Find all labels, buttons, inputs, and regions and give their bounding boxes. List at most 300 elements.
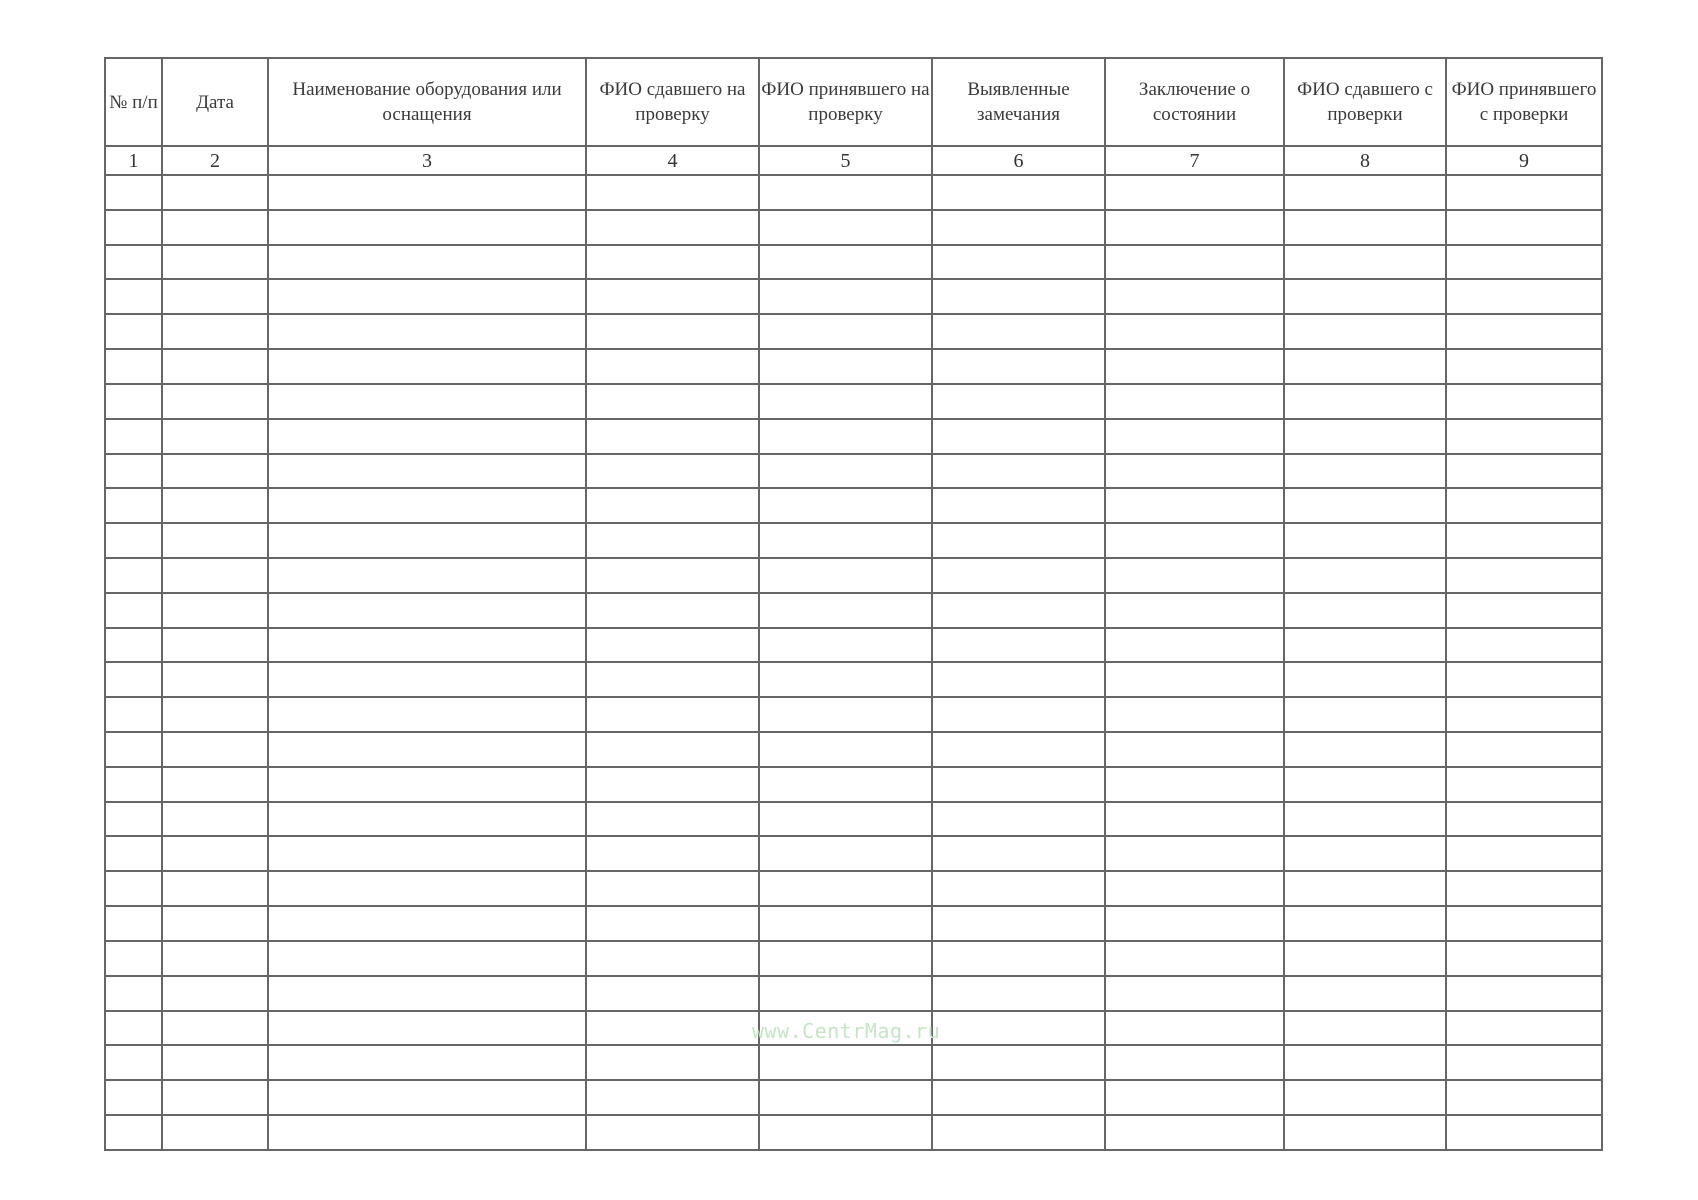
- table-cell: [1446, 662, 1602, 697]
- table-cell: [932, 419, 1105, 454]
- table-cell: [586, 941, 759, 976]
- table-cell: [586, 697, 759, 732]
- table-cell: [162, 941, 268, 976]
- table-cell: [105, 662, 162, 697]
- table-row: [105, 628, 1602, 663]
- table-cell: [162, 836, 268, 871]
- table-cell: [162, 871, 268, 906]
- table-cell: [1105, 488, 1284, 523]
- table-cell: [932, 454, 1105, 489]
- table-row: [105, 593, 1602, 628]
- table-cell: [162, 976, 268, 1011]
- table-cell: [759, 175, 932, 210]
- table-cell: [162, 384, 268, 419]
- column-number: 9: [1446, 146, 1602, 175]
- table-cell: [759, 697, 932, 732]
- table-cell: [1284, 454, 1446, 489]
- table-cell: [1284, 558, 1446, 593]
- table-cell: [759, 558, 932, 593]
- table-cell: [759, 454, 932, 489]
- table-cell: [268, 1011, 586, 1046]
- table-cell: [1446, 523, 1602, 558]
- table-cell: [1284, 488, 1446, 523]
- table-cell: [759, 384, 932, 419]
- table-cell: [932, 802, 1105, 837]
- table-cell: [268, 1080, 586, 1115]
- table-cell: [268, 279, 586, 314]
- table-cell: [586, 662, 759, 697]
- table-cell: [759, 210, 932, 245]
- table-cell: [1284, 628, 1446, 663]
- table-cell: [586, 279, 759, 314]
- table-cell: [105, 419, 162, 454]
- table-cell: [162, 245, 268, 280]
- table-row: [105, 802, 1602, 837]
- column-header-handed-in-by: ФИО сдавшего на проверку: [586, 58, 759, 146]
- table-cell: [586, 836, 759, 871]
- column-header-number: № п/п: [105, 58, 162, 146]
- table-cell: [1446, 314, 1602, 349]
- table-cell: [162, 558, 268, 593]
- table-cell: [932, 662, 1105, 697]
- table-row: [105, 245, 1602, 280]
- table-row: [105, 210, 1602, 245]
- table-cell: [1284, 523, 1446, 558]
- table-cell: [1284, 662, 1446, 697]
- table-cell: [162, 767, 268, 802]
- table-cell: [1446, 210, 1602, 245]
- table-cell: [1105, 349, 1284, 384]
- table-cell: [759, 349, 932, 384]
- table-cell: [105, 384, 162, 419]
- table-cell: [1446, 1011, 1602, 1046]
- table-cell: [586, 802, 759, 837]
- table-cell: [1284, 175, 1446, 210]
- table-row: [105, 314, 1602, 349]
- table-cell: [105, 1045, 162, 1080]
- table-cell: [1105, 906, 1284, 941]
- table-cell: [1284, 732, 1446, 767]
- table-cell: [759, 732, 932, 767]
- table-cell: [268, 662, 586, 697]
- table-cell: [1105, 732, 1284, 767]
- table-cell: [759, 662, 932, 697]
- table-cell: [932, 628, 1105, 663]
- table-cell: [586, 906, 759, 941]
- table-cell: [1284, 245, 1446, 280]
- table-cell: [105, 210, 162, 245]
- table-cell: [1446, 279, 1602, 314]
- table-cell: [105, 941, 162, 976]
- table-cell: [162, 419, 268, 454]
- table-cell: [105, 767, 162, 802]
- table-cell: [105, 523, 162, 558]
- table-cell: [162, 1045, 268, 1080]
- table-cell: [105, 454, 162, 489]
- table-cell: [162, 1080, 268, 1115]
- table-cell: [268, 697, 586, 732]
- table-cell: [105, 175, 162, 210]
- table-cell: [586, 871, 759, 906]
- table-cell: [759, 523, 932, 558]
- table-cell: [105, 802, 162, 837]
- table-cell: [586, 628, 759, 663]
- table-cell: [268, 488, 586, 523]
- table-cell: [1105, 1045, 1284, 1080]
- table-cell: [586, 1080, 759, 1115]
- table-cell: [759, 628, 932, 663]
- table-cell: [162, 454, 268, 489]
- table-cell: [932, 279, 1105, 314]
- table-cell: [1105, 279, 1284, 314]
- table-cell: [1105, 767, 1284, 802]
- table-cell: [932, 593, 1105, 628]
- journal-table: [104, 57, 1603, 1151]
- table-cell: [162, 314, 268, 349]
- table-row: [105, 767, 1602, 802]
- table-cell: [1105, 245, 1284, 280]
- table-cell: [1284, 1115, 1446, 1150]
- table-cell: [1284, 593, 1446, 628]
- table-cell: [1284, 941, 1446, 976]
- table-cell: [932, 488, 1105, 523]
- table-cell: [1284, 976, 1446, 1011]
- table-cell: [759, 1045, 932, 1080]
- table-cell: [1284, 349, 1446, 384]
- table-row: [105, 523, 1602, 558]
- table-cell: [932, 941, 1105, 976]
- table-cell: [1284, 1045, 1446, 1080]
- table-row: [105, 384, 1602, 419]
- table-cell: [1105, 662, 1284, 697]
- table-cell: [932, 314, 1105, 349]
- table-cell: [932, 384, 1105, 419]
- column-header-accepted-by: ФИО принявшего на проверку: [759, 58, 932, 146]
- table-cell: [105, 593, 162, 628]
- table-cell: [162, 210, 268, 245]
- table-cell: [1105, 1080, 1284, 1115]
- table-row: [105, 662, 1602, 697]
- table-row: [105, 836, 1602, 871]
- table-cell: [105, 279, 162, 314]
- table-cell: [932, 1045, 1105, 1080]
- table-row: [105, 871, 1602, 906]
- table-cell: [932, 906, 1105, 941]
- table-cell: [1446, 558, 1602, 593]
- table-cell: [586, 767, 759, 802]
- journal-body: [105, 175, 1602, 1150]
- table-cell: [105, 1011, 162, 1046]
- table-cell: [932, 976, 1105, 1011]
- table-cell: [268, 871, 586, 906]
- table-cell: [1105, 558, 1284, 593]
- table-cell: [268, 802, 586, 837]
- table-cell: [759, 802, 932, 837]
- table-cell: [586, 1045, 759, 1080]
- table-cell: [586, 593, 759, 628]
- table-cell: [759, 906, 932, 941]
- table-cell: [268, 349, 586, 384]
- table-cell: [932, 871, 1105, 906]
- table-cell: [932, 349, 1105, 384]
- column-header-condition-conclusion: Заключение о состоянии: [1105, 58, 1284, 146]
- table-cell: [1446, 1045, 1602, 1080]
- table-cell: [162, 175, 268, 210]
- table-cell: [932, 732, 1105, 767]
- column-number: 8: [1284, 146, 1446, 175]
- table-cell: [932, 1115, 1105, 1150]
- table-cell: [586, 1011, 759, 1046]
- column-number: 7: [1105, 146, 1284, 175]
- table-cell: [1446, 802, 1602, 837]
- table-cell: [105, 836, 162, 871]
- table-cell: [1105, 384, 1284, 419]
- table-cell: [1446, 767, 1602, 802]
- journal-form: [104, 57, 1601, 1151]
- table-cell: [1105, 454, 1284, 489]
- table-cell: [1446, 175, 1602, 210]
- table-cell: [1284, 767, 1446, 802]
- table-cell: [1446, 976, 1602, 1011]
- table-cell: [759, 1080, 932, 1115]
- table-cell: [162, 628, 268, 663]
- table-cell: [162, 906, 268, 941]
- table-cell: [162, 802, 268, 837]
- table-cell: [1446, 906, 1602, 941]
- column-header-date: Дата: [162, 58, 268, 146]
- table-cell: [1284, 384, 1446, 419]
- table-row: [105, 558, 1602, 593]
- table-cell: [268, 454, 586, 489]
- table-cell: [586, 384, 759, 419]
- table-row: [105, 697, 1602, 732]
- table-cell: [1446, 488, 1602, 523]
- table-cell: [932, 558, 1105, 593]
- column-number: 1: [105, 146, 162, 175]
- column-number: 5: [759, 146, 932, 175]
- table-cell: [759, 1115, 932, 1150]
- table-cell: [932, 697, 1105, 732]
- table-cell: [1105, 836, 1284, 871]
- table-cell: [1284, 836, 1446, 871]
- table-cell: [268, 245, 586, 280]
- table-cell: [1105, 697, 1284, 732]
- table-cell: [586, 175, 759, 210]
- table-cell: [1105, 1011, 1284, 1046]
- column-number-row: [105, 146, 1602, 175]
- table-cell: [759, 488, 932, 523]
- table-cell: [586, 454, 759, 489]
- table-cell: [1105, 802, 1284, 837]
- table-cell: [105, 1080, 162, 1115]
- table-cell: [1105, 976, 1284, 1011]
- table-cell: [759, 941, 932, 976]
- table-cell: [1446, 628, 1602, 663]
- table-cell: [1284, 314, 1446, 349]
- table-cell: [1446, 245, 1602, 280]
- table-row: [105, 906, 1602, 941]
- table-cell: [1105, 628, 1284, 663]
- table-cell: [586, 419, 759, 454]
- table-cell: [1284, 1011, 1446, 1046]
- table-row: [105, 976, 1602, 1011]
- column-header-remarks: Выявленные замечания: [932, 58, 1105, 146]
- table-cell: [1446, 454, 1602, 489]
- table-cell: [162, 279, 268, 314]
- column-header-received-back-by: ФИО принявшего с проверки: [1446, 58, 1602, 146]
- table-cell: [268, 628, 586, 663]
- table-cell: [162, 1115, 268, 1150]
- table-cell: [932, 767, 1105, 802]
- table-cell: [586, 488, 759, 523]
- table-cell: [268, 175, 586, 210]
- table-cell: [1105, 941, 1284, 976]
- table-cell: [268, 732, 586, 767]
- table-cell: [1284, 279, 1446, 314]
- column-number: 3: [268, 146, 586, 175]
- table-cell: [162, 697, 268, 732]
- table-cell: [1284, 419, 1446, 454]
- table-row: [105, 1045, 1602, 1080]
- table-cell: [1284, 802, 1446, 837]
- table-cell: [759, 871, 932, 906]
- table-cell: [932, 1080, 1105, 1115]
- column-header-equipment-name: Наименование оборудования или оснащения: [268, 58, 586, 146]
- table-cell: [1446, 871, 1602, 906]
- table-row: [105, 349, 1602, 384]
- table-cell: [268, 384, 586, 419]
- table-cell: [1284, 697, 1446, 732]
- table-cell: [1105, 523, 1284, 558]
- table-cell: [105, 488, 162, 523]
- table-cell: [268, 767, 586, 802]
- table-cell: [932, 175, 1105, 210]
- table-row: [105, 1080, 1602, 1115]
- watermark: www.CentrMag.ru: [752, 1019, 941, 1043]
- table-row: [105, 1115, 1602, 1150]
- table-cell: [268, 836, 586, 871]
- table-cell: [1105, 593, 1284, 628]
- table-cell: [268, 419, 586, 454]
- table-cell: [586, 976, 759, 1011]
- table-cell: [268, 1115, 586, 1150]
- table-cell: [586, 732, 759, 767]
- table-row: [105, 941, 1602, 976]
- table-cell: [1105, 210, 1284, 245]
- table-cell: [1446, 349, 1602, 384]
- table-cell: [105, 314, 162, 349]
- table-cell: [268, 314, 586, 349]
- column-number: 6: [932, 146, 1105, 175]
- table-cell: [268, 593, 586, 628]
- table-cell: [268, 976, 586, 1011]
- header-row: [105, 58, 1602, 146]
- table-cell: [268, 558, 586, 593]
- table-row: [105, 419, 1602, 454]
- table-cell: [105, 558, 162, 593]
- table-cell: [105, 732, 162, 767]
- table-cell: [759, 245, 932, 280]
- table-row: [105, 732, 1602, 767]
- table-cell: [268, 523, 586, 558]
- column-number: 4: [586, 146, 759, 175]
- table-cell: [162, 523, 268, 558]
- table-cell: [105, 1115, 162, 1150]
- table-cell: [932, 210, 1105, 245]
- table-cell: [1446, 1080, 1602, 1115]
- column-header-returned-by: ФИО сдавшего с проверки: [1284, 58, 1446, 146]
- table-cell: [1446, 732, 1602, 767]
- table-cell: [759, 593, 932, 628]
- table-row: [105, 175, 1602, 210]
- table-cell: [932, 523, 1105, 558]
- table-cell: [268, 941, 586, 976]
- table-cell: [1105, 175, 1284, 210]
- table-cell: [759, 767, 932, 802]
- table-cell: [105, 628, 162, 663]
- table-cell: [162, 662, 268, 697]
- table-cell: [1446, 697, 1602, 732]
- table-cell: [268, 210, 586, 245]
- table-cell: [1446, 384, 1602, 419]
- table-row: [105, 488, 1602, 523]
- table-row: [105, 279, 1602, 314]
- table-cell: [268, 1045, 586, 1080]
- table-cell: [586, 314, 759, 349]
- table-cell: [105, 349, 162, 384]
- column-number: 2: [162, 146, 268, 175]
- table-cell: [1446, 941, 1602, 976]
- table-cell: [586, 349, 759, 384]
- table-cell: [105, 976, 162, 1011]
- table-cell: [1284, 871, 1446, 906]
- table-cell: [1105, 314, 1284, 349]
- table-cell: [759, 419, 932, 454]
- table-cell: [162, 1011, 268, 1046]
- table-cell: [105, 871, 162, 906]
- table-cell: [759, 314, 932, 349]
- table-cell: [1105, 1115, 1284, 1150]
- table-cell: [759, 279, 932, 314]
- table-cell: [162, 488, 268, 523]
- table-cell: [1446, 836, 1602, 871]
- table-cell: [1105, 871, 1284, 906]
- table-cell: [105, 245, 162, 280]
- table-cell: [1284, 906, 1446, 941]
- table-cell: [586, 210, 759, 245]
- table-cell: [932, 836, 1105, 871]
- table-cell: [162, 732, 268, 767]
- table-cell: [1284, 210, 1446, 245]
- table-cell: [1284, 1080, 1446, 1115]
- table-cell: [105, 697, 162, 732]
- table-row: [105, 454, 1602, 489]
- table-cell: [162, 593, 268, 628]
- table-cell: [105, 906, 162, 941]
- table-cell: [162, 349, 268, 384]
- table-cell: [586, 523, 759, 558]
- table-cell: [932, 1011, 1105, 1046]
- table-cell: [1446, 1115, 1602, 1150]
- table-cell: [1446, 593, 1602, 628]
- table-cell: [1105, 419, 1284, 454]
- table-cell: [586, 245, 759, 280]
- table-cell: [1446, 419, 1602, 454]
- table-cell: [759, 976, 932, 1011]
- table-cell: [586, 558, 759, 593]
- table-cell: [932, 245, 1105, 280]
- table-cell: [268, 906, 586, 941]
